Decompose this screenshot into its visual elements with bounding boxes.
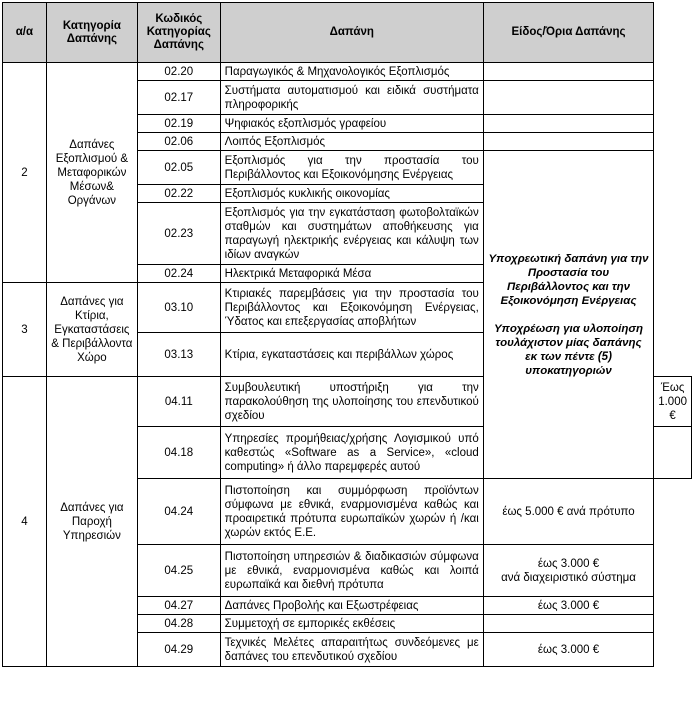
header-category: Κατηγορία Δαπάνης (46, 3, 137, 63)
limit-cell: Έως 1.000 € (654, 377, 692, 427)
expense-code: 03.13 (137, 333, 220, 377)
header-limits: Είδος/Όρια Δαπάνης (483, 3, 653, 63)
expense-description: Εξοπλισμός για την εγκατάσταση φωτοβολταϊκών σταθμών και συστημάτων αποθήκευσης για παραγωγή ηλεκτρικής ενέργειας και κάλυψη των ιδίων αναγκών (220, 203, 483, 265)
expense-description: Κτίρια, εγκαταστάσεις και περιβάλλων χώρος (220, 333, 483, 377)
expense-code: 02.20 (137, 63, 220, 81)
limit-cell (654, 427, 692, 479)
expense-description: Τεχνικές Μελέτες απαραιτήτως συνδεόμενες με δαπάνες του επενδυτικού σχεδίου (220, 633, 483, 667)
limit-cell (483, 115, 653, 133)
expense-code: 02.17 (137, 81, 220, 115)
group-aa: 2 (3, 63, 47, 283)
mandatory-note-cell (483, 151, 653, 479)
expense-code: 02.05 (137, 151, 220, 185)
expense-description: Συμβουλευτική υποστήριξη για την παρακολούθηση της υλοποίησης του επενδυτικού σχεδίου (220, 377, 483, 427)
expense-code: 02.06 (137, 133, 220, 151)
expense-description: Ηλεκτρικά Μεταφορικά Μέσα (220, 265, 483, 283)
expense-code: 04.29 (137, 633, 220, 667)
expense-code: 02.19 (137, 115, 220, 133)
expense-code: 02.22 (137, 185, 220, 203)
expense-description: Συμμετοχή σε εμπορικές εκθέσεις (220, 615, 483, 633)
header-expense: Δαπάνη (220, 3, 483, 63)
expense-code: 04.18 (137, 427, 220, 479)
expense-description: Εξοπλισμός για την προστασία του Περιβάλλοντος και Εξοικονόμησης Ενέργειας (220, 151, 483, 185)
expense-code: 03.10 (137, 283, 220, 333)
expense-code: 04.25 (137, 545, 220, 597)
limit-cell: έως 3.000 € (483, 633, 653, 667)
mandatory-note-line2: Υποχρέωση για υλοποίηση τουλάχιστον μίας δαπάνης εκ των πέντε (5) υποκατηγοριών (494, 322, 643, 377)
expense-code: 04.28 (137, 615, 220, 633)
expense-description: Πιστοποίηση υπηρεσιών & διαδικασιών σύμφωνα με εθνικά, εναρμονισμένα καθώς και λοιπά ευρωπαϊκά και διεθνή πρότυπα (220, 545, 483, 597)
limit-cell: έως 5.000 € ανά πρότυπο (483, 479, 653, 545)
limit-cell (483, 81, 653, 115)
expense-code: 02.23 (137, 203, 220, 265)
expense-description: Συστήματα αυτοματισμού και ειδικά συστήματα πληροφορικής (220, 81, 483, 115)
expense-table (2, 2, 692, 667)
header-aa: α/α (3, 3, 47, 63)
group-category: Δαπάνες για Κτίρια, Εγκαταστάσεις & Περιβάλλοντα Χώρο (46, 283, 137, 377)
limit-cell (483, 133, 653, 151)
expense-code: 04.11 (137, 377, 220, 427)
group-aa: 3 (3, 283, 47, 377)
header-row (3, 3, 692, 63)
expense-description: Υπηρεσίες προμήθειας/χρήσης Λογισμικού υπό καθεστώς «Software as a Service», «cloud computing» ή άλλο παρεμφερές αυτού (220, 427, 483, 479)
group-aa: 4 (3, 377, 47, 667)
limit-cell (483, 63, 653, 81)
expense-description: Λοιπός Εξοπλισμός (220, 133, 483, 151)
group-category: Δαπάνες για Παροχή Υπηρεσιών (46, 377, 137, 667)
expense-code: 04.27 (137, 597, 220, 615)
limit-cell (483, 615, 653, 633)
mandatory-note-line1: Υποχρεωτική δαπάνη για την Προστασία του Περιβάλλοντος και την Εξοικονόμηση Ενέργειας (488, 252, 649, 307)
expense-code: 04.24 (137, 479, 220, 545)
limit-cell: έως 3.000 € (483, 597, 653, 615)
expense-description: Ψηφιακός εξοπλισμός γραφείου (220, 115, 483, 133)
group-category: Δαπάνες Εξοπλισμού & Μεταφορικών Μέσων& Οργάνων (46, 63, 137, 283)
expense-description: Πιστοποίηση και συμμόρφωση προϊόντων σύμφωνα με εθνικά, εναρμονισμένα καθώς και προαιρετικά πρότυπα ευρωπαϊκών χωρών ή /και χωρών εκτός Ε.Ε. (220, 479, 483, 545)
limit-cell (483, 545, 653, 597)
expense-code: 02.24 (137, 265, 220, 283)
limit-line2: ανά διαχειριστικό σύστημα (501, 571, 636, 584)
expense-description: Παραγωγικός & Μηχανολογικός Εξοπλισμός (220, 63, 483, 81)
header-code: Κωδικός Κατηγορίας Δαπάνης (137, 3, 220, 63)
expense-description: Εξοπλισμός κυκλικής οικονομίας (220, 185, 483, 203)
limit-line1: έως 3.000 € (537, 557, 600, 570)
expense-description: Κτιριακές παρεμβάσεις για την προστασία του Περιβάλλοντος και Εξοικονόμηση Ενέργειας, Ύδατος και επεξεργασίας αποβλήτων (220, 283, 483, 333)
table-row (3, 63, 692, 81)
expense-description: Δαπάνες Προβολής και Εξωστρέφειας (220, 597, 483, 615)
